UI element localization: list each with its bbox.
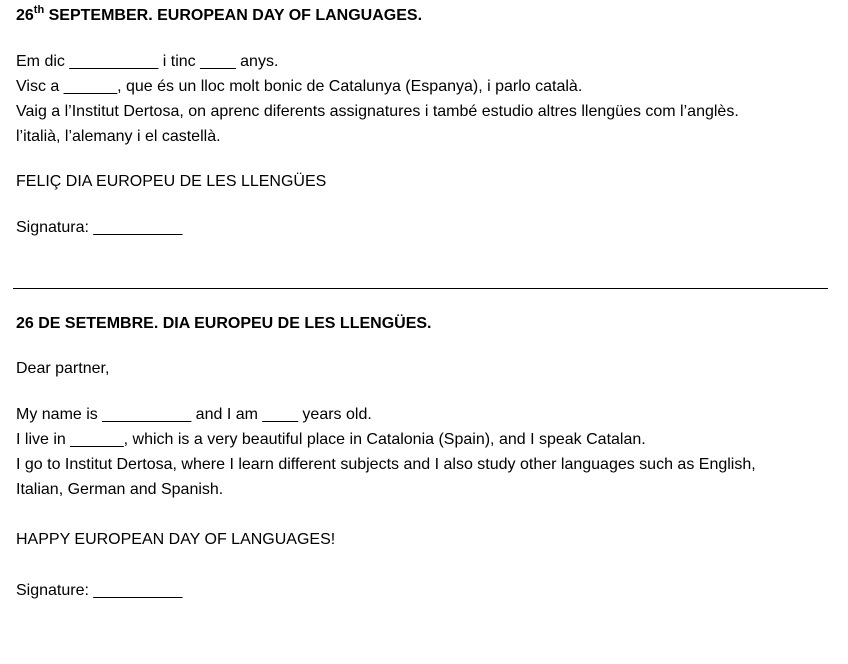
catalan-heading: [16, 3, 423, 26]
english-line-school: I go to Institut Dertosa, where I learn different subjects and I also study other languages such as English,: [16, 456, 756, 473]
english-line-languages: Italian, German and Spanish.: [16, 481, 224, 498]
english-greeting: HAPPY EUROPEAN DAY OF LANGUAGES!: [16, 531, 336, 548]
english-line-place: I live in ______, which is a very beautiful place in Catalonia (Spain), and I speak Catalan.: [16, 431, 646, 448]
heading-ordinal-suffix: th: [33, 3, 45, 16]
catalan-greeting: FELIÇ DIA EUROPEU DE LES LLENGÜES: [16, 173, 327, 190]
catalan-line-languages: l’italià, l’alemany i el castellà.: [16, 128, 221, 145]
english-line-name-age: My name is __________ and I am ____ years old.: [16, 406, 372, 423]
catalan-line-name-age: Em dic __________ i tinc ____ anys.: [16, 53, 279, 70]
english-heading: 26 DE SETEMBRE. DIA EUROPEU DE LES LLENGÜES.: [16, 315, 432, 332]
english-signature: Signature: __________: [16, 582, 183, 599]
heading-day: 26: [16, 7, 34, 24]
heading-rest: SEPTEMBER. EUROPEAN DAY OF LANGUAGES.: [44, 7, 423, 24]
section-divider: [13, 288, 828, 289]
catalan-line-school: Vaig a l’Institut Dertosa, on aprenc diferents assignatures i també estudio altres llengües com l’anglès.: [16, 103, 739, 120]
catalan-signature: Signatura: __________: [16, 219, 183, 236]
english-salutation: Dear partner,: [16, 360, 110, 377]
catalan-line-place: Visc a ______, que és un lloc molt bonic de Catalunya (Espanya), i parlo català.: [16, 78, 583, 95]
